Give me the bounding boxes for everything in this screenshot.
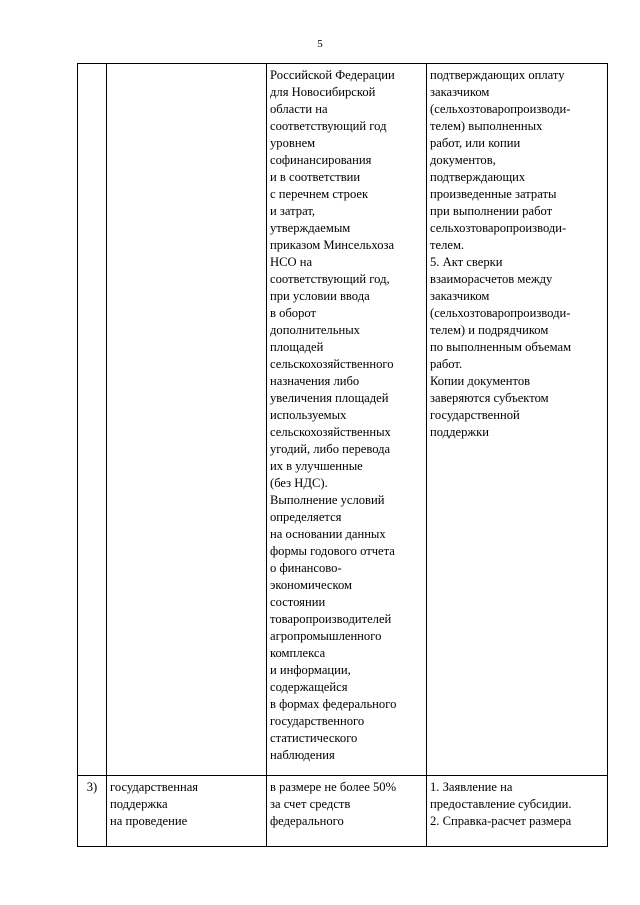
text-line: угодий, либо перевода <box>270 442 391 456</box>
text-line: их в улучшенные <box>270 459 363 473</box>
text-line: уровнем <box>270 136 316 150</box>
text-line: на проведение <box>110 814 188 828</box>
text-line: 1. Заявление на <box>430 780 513 794</box>
text-line: телем. <box>430 238 465 252</box>
text-line: используемых <box>270 408 347 422</box>
text-line: подтверждающих оплату <box>430 68 565 82</box>
cell-number: 3) <box>78 776 107 847</box>
text-line: сельхозтоваропроизводи- <box>430 221 567 235</box>
text-line: работ, или копии <box>430 136 521 150</box>
text-line: Выполнение условий <box>270 493 385 507</box>
text-line: поддержка <box>110 797 168 811</box>
text-line: 5. Акт сверки <box>430 255 503 269</box>
text-line: утверждаемым <box>270 221 351 235</box>
text-line: по выполненным объемам <box>430 340 572 354</box>
text-line: подтверждающих <box>430 170 526 184</box>
text-line: области на <box>270 102 328 116</box>
text-line: НСО на <box>270 255 313 269</box>
text-line: в размере не более 50% <box>270 780 397 794</box>
table-row-3 <box>78 776 608 847</box>
text-line: произведенные затраты <box>430 187 557 201</box>
text-line: формы годового отчета <box>270 544 395 558</box>
subsidy-table <box>77 63 608 847</box>
text-line: увеличения площадей <box>270 391 389 405</box>
text-line: (сельхозтоваропроизводи- <box>430 306 571 320</box>
page-number: 5 <box>317 38 323 50</box>
text-line: и затрат, <box>270 204 316 218</box>
text-line: и в соответствии <box>270 170 361 184</box>
text-line: 2. Справка-расчет размера <box>430 814 572 828</box>
text-line: (без НДС). <box>270 476 328 490</box>
text-line: сельскохозяйственного <box>270 357 394 371</box>
text-line: заказчиком <box>430 289 490 303</box>
text-line: взаиморасчетов между <box>430 272 553 286</box>
text-line: состоянии <box>270 595 326 609</box>
text-line: работ. <box>430 357 463 371</box>
text-line: телем) и подрядчиком <box>430 323 549 337</box>
text-line: соответствующий год, <box>270 272 390 286</box>
text-line: государственного <box>270 714 365 728</box>
text-line: наблюдения <box>270 748 335 762</box>
text-line: федерального <box>270 814 344 828</box>
cell-support-type <box>107 64 267 776</box>
text-line: комплекса <box>270 646 326 660</box>
text-line: назначения либо <box>270 374 360 388</box>
table-row-continuation <box>78 64 608 776</box>
text-line: поддержки <box>430 425 489 439</box>
text-line: документов, <box>430 153 496 167</box>
cell-support-type <box>107 776 267 847</box>
text-line: заверяются субъектом <box>430 391 549 405</box>
text-line: Копии документов <box>430 374 531 388</box>
text-line: телем) выполненных <box>430 119 543 133</box>
text-line: приказом Минсельхоза <box>270 238 395 252</box>
text-line: (сельхозтоваропроизводи- <box>430 102 571 116</box>
text-line: товаропроизводителей <box>270 612 392 626</box>
text-line: в формах федерального <box>270 697 397 711</box>
text-line: за счет средств <box>270 797 351 811</box>
cell-number <box>78 64 107 776</box>
text-line: статистического <box>270 731 358 745</box>
text-line: предоставление субсидии. <box>430 797 572 811</box>
text-line: государственная <box>110 780 199 794</box>
text-line: для Новосибирской <box>270 85 376 99</box>
text-line: на основании данных <box>270 527 386 541</box>
text-line: содержащейся <box>270 680 348 694</box>
text-line: государственной <box>430 408 520 422</box>
cell-documents <box>427 776 608 847</box>
text-line: при условии ввода <box>270 289 370 303</box>
text-line: дополнительных <box>270 323 360 337</box>
text-line: в оборот <box>270 306 317 320</box>
text-line: о финансово- <box>270 561 342 575</box>
text-line: агропромышленного <box>270 629 382 643</box>
text-line: и информации, <box>270 663 351 677</box>
text-line: заказчиком <box>430 85 490 99</box>
text-line: площадей <box>270 340 324 354</box>
cell-conditions <box>267 64 427 776</box>
text-line: при выполнении работ <box>430 204 553 218</box>
text-line: софинансирования <box>270 153 372 167</box>
text-line: Российской Федерации <box>270 68 395 82</box>
text-line: экономическом <box>270 578 353 592</box>
text-line: определяется <box>270 510 342 524</box>
text-line: сельскохозяйственных <box>270 425 391 439</box>
text-line: соответствующий год <box>270 119 387 133</box>
text-line: с перечнем строек <box>270 187 369 201</box>
cell-conditions <box>267 776 427 847</box>
cell-documents <box>427 64 608 776</box>
